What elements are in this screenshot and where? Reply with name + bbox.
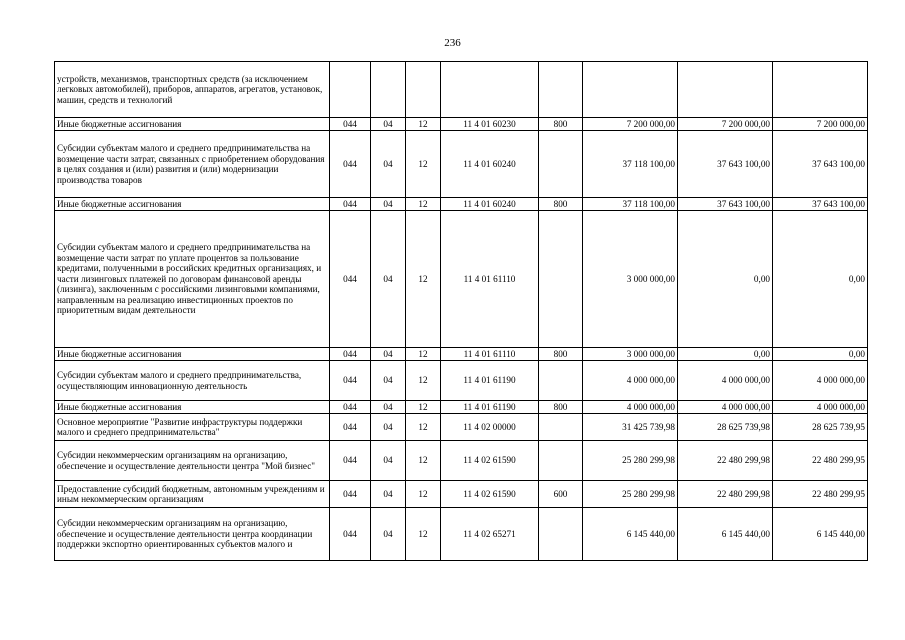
row-target-article: 11 4 02 61590: [441, 481, 539, 508]
row-subsection-code: 12: [406, 508, 441, 561]
row-subsection-code: [406, 62, 441, 118]
row-expense-type: [539, 508, 583, 561]
row-amount-year1: 37 118 100,00: [583, 198, 678, 211]
row-section-code: 04: [371, 441, 406, 481]
row-name: Иные бюджетные ассигнования: [55, 401, 330, 414]
row-name: устройств, механизмов, транспортных средств (за исключением легковых автомобилей), приборов, аппаратов, агрегатов, установок, машин, средств и технологий: [55, 62, 330, 118]
row-ved-code: 044: [330, 211, 371, 348]
row-ved-code: 044: [330, 508, 371, 561]
row-target-article: 11 4 02 61590: [441, 441, 539, 481]
row-amount-year1: 4 000 000,00: [583, 361, 678, 401]
row-amount-year1: 31 425 739,98: [583, 414, 678, 441]
row-name: Иные бюджетные ассигнования: [55, 198, 330, 211]
row-section-code: 04: [371, 198, 406, 211]
row-ved-code: 044: [330, 441, 371, 481]
row-ved-code: 044: [330, 348, 371, 361]
row-target-article: 11 4 01 60240: [441, 198, 539, 211]
row-amount-year2: 0,00: [678, 211, 773, 348]
row-target-article: [441, 62, 539, 118]
page-number: 236: [444, 37, 461, 49]
row-name: Иные бюджетные ассигнования: [55, 118, 330, 131]
row-ved-code: [330, 62, 371, 118]
row-section-code: 04: [371, 211, 406, 348]
row-amount-year2: 0,00: [678, 348, 773, 361]
row-amount-year2: 37 643 100,00: [678, 131, 773, 198]
row-amount-year3: 7 200 000,00: [773, 118, 868, 131]
row-amount-year2: 37 643 100,00: [678, 198, 773, 211]
row-amount-year2: 28 625 739,98: [678, 414, 773, 441]
row-section-code: [371, 62, 406, 118]
row-name: Основное мероприятие "Развитие инфраструктуры поддержки малого и среднего предпринимательства": [55, 414, 330, 441]
row-name: Субсидии субъектам малого и среднего предпринимательства на возмещение части затрат по уплате процентов за пользование кредитами, полученными в российских кредитных организациях, и части лизинговых платежей по договорам финансовой аренды (лизинга), заключенным с российскими лизинговыми компаниями, направленным на реализацию инвестиционных проектов по приоритетным видам деятельности: [55, 211, 330, 348]
row-target-article: 11 4 01 60240: [441, 131, 539, 198]
row-target-article: 11 4 02 00000: [441, 414, 539, 441]
row-amount-year2: 4 000 000,00: [678, 361, 773, 401]
row-ved-code: 044: [330, 131, 371, 198]
row-amount-year1: 6 145 440,00: [583, 508, 678, 561]
row-expense-type: 800: [539, 348, 583, 361]
row-section-code: 04: [371, 348, 406, 361]
row-expense-type: [539, 211, 583, 348]
table-row: [55, 131, 868, 198]
row-subsection-code: 12: [406, 348, 441, 361]
row-section-code: 04: [371, 414, 406, 441]
row-expense-type: [539, 131, 583, 198]
row-amount-year3: [773, 62, 868, 118]
row-subsection-code: 12: [406, 211, 441, 348]
row-amount-year2: 4 000 000,00: [678, 401, 773, 414]
row-expense-type: 800: [539, 198, 583, 211]
table-row: [55, 401, 868, 414]
row-amount-year3: 4 000 000,00: [773, 361, 868, 401]
row-ved-code: 044: [330, 118, 371, 131]
row-subsection-code: 12: [406, 131, 441, 198]
table-row: [55, 348, 868, 361]
row-expense-type: 800: [539, 401, 583, 414]
row-name: Иные бюджетные ассигнования: [55, 348, 330, 361]
row-amount-year1: 3 000 000,00: [583, 211, 678, 348]
row-ved-code: 044: [330, 481, 371, 508]
row-subsection-code: 12: [406, 401, 441, 414]
row-amount-year2: 22 480 299,98: [678, 441, 773, 481]
row-target-article: 11 4 02 65271: [441, 508, 539, 561]
budget-table: [54, 61, 868, 561]
row-amount-year1: [583, 62, 678, 118]
row-amount-year3: 28 625 739,95: [773, 414, 868, 441]
row-name: Субсидии некоммерческим организациям на организацию, обеспечение и осуществление деятельности центра "Мой бизнес": [55, 441, 330, 481]
row-amount-year3: 37 643 100,00: [773, 198, 868, 211]
row-target-article: 11 4 01 60230: [441, 118, 539, 131]
row-expense-type: 600: [539, 481, 583, 508]
row-amount-year2: 7 200 000,00: [678, 118, 773, 131]
table-row: [55, 211, 868, 348]
row-amount-year1: 25 280 299,98: [583, 441, 678, 481]
row-ved-code: 044: [330, 414, 371, 441]
row-section-code: 04: [371, 481, 406, 508]
row-expense-type: [539, 361, 583, 401]
table-row: [55, 62, 868, 118]
row-amount-year1: 3 000 000,00: [583, 348, 678, 361]
row-section-code: 04: [371, 118, 406, 131]
row-name: Субсидии некоммерческим организациям на организацию, обеспечение и осуществление деятельности центра координации поддержки экспортно ориентированных субъектов малого и: [55, 508, 330, 561]
row-amount-year3: 4 000 000,00: [773, 401, 868, 414]
row-name: Предоставление субсидий бюджетным, автономным учреждениям и иным некоммерческим организациям: [55, 481, 330, 508]
row-name: Субсидии субъектам малого и среднего предпринимательства на возмещение части затрат, связанных с приобретением оборудования в целях создания и (или) развития и (или) модернизации производства товаров: [55, 131, 330, 198]
row-ved-code: 044: [330, 198, 371, 211]
row-target-article: 11 4 01 61190: [441, 361, 539, 401]
row-subsection-code: 12: [406, 441, 441, 481]
row-target-article: 11 4 01 61110: [441, 348, 539, 361]
row-subsection-code: 12: [406, 361, 441, 401]
row-section-code: 04: [371, 131, 406, 198]
row-target-article: 11 4 01 61110: [441, 211, 539, 348]
row-section-code: 04: [371, 361, 406, 401]
row-subsection-code: 12: [406, 198, 441, 211]
row-target-article: 11 4 01 61190: [441, 401, 539, 414]
row-amount-year1: 7 200 000,00: [583, 118, 678, 131]
row-name: Субсидии субъектам малого и среднего предпринимательства, осуществляющим инновационную деятельность: [55, 361, 330, 401]
row-expense-type: [539, 62, 583, 118]
row-amount-year1: 37 118 100,00: [583, 131, 678, 198]
row-expense-type: [539, 414, 583, 441]
row-amount-year2: [678, 62, 773, 118]
row-expense-type: [539, 441, 583, 481]
row-expense-type: 800: [539, 118, 583, 131]
row-amount-year3: 6 145 440,00: [773, 508, 868, 561]
row-amount-year3: 0,00: [773, 211, 868, 348]
row-amount-year1: 25 280 299,98: [583, 481, 678, 508]
table-row: [55, 441, 868, 481]
table-row: [55, 481, 868, 508]
table-row: [55, 414, 868, 441]
row-subsection-code: 12: [406, 414, 441, 441]
row-amount-year3: 22 480 299,95: [773, 441, 868, 481]
table-row: [55, 118, 868, 131]
table-row: [55, 361, 868, 401]
row-amount-year1: 4 000 000,00: [583, 401, 678, 414]
row-amount-year2: 6 145 440,00: [678, 508, 773, 561]
row-amount-year2: 22 480 299,98: [678, 481, 773, 508]
row-amount-year3: 0,00: [773, 348, 868, 361]
row-ved-code: 044: [330, 361, 371, 401]
table-row: [55, 198, 868, 211]
row-amount-year3: 22 480 299,95: [773, 481, 868, 508]
row-subsection-code: 12: [406, 118, 441, 131]
row-ved-code: 044: [330, 401, 371, 414]
row-amount-year3: 37 643 100,00: [773, 131, 868, 198]
row-section-code: 04: [371, 401, 406, 414]
row-subsection-code: 12: [406, 481, 441, 508]
row-section-code: 04: [371, 508, 406, 561]
table-row: [55, 508, 868, 561]
